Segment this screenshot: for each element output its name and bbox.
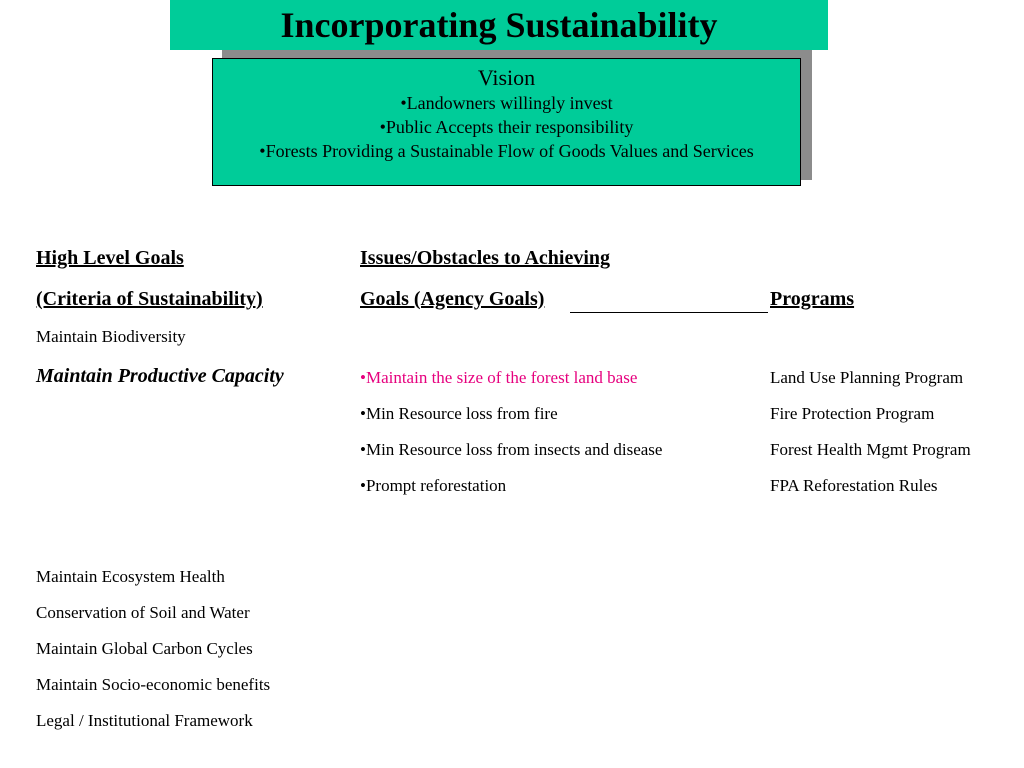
goal-productive-capacity: Maintain Productive Capacity <box>36 365 284 387</box>
goal-item: Maintain Socio-economic benefits <box>36 675 271 694</box>
page-title: Incorporating Sustainability <box>280 5 718 45</box>
program-item: Land Use Planning Program <box>770 368 964 387</box>
issue-item: •Min Resource loss from fire <box>360 404 558 423</box>
issue-item-highlighted: •Maintain the size of the forest land base <box>360 368 638 387</box>
issues-header-line2: Goals (Agency Goals) <box>360 288 545 310</box>
program-item: FPA Reforestation Rules <box>770 476 938 495</box>
goal-biodiversity: Maintain Biodiversity <box>36 327 186 346</box>
goal-item: Conservation of Soil and Water <box>36 603 250 622</box>
header-underline-spacer <box>570 312 768 313</box>
vision-box <box>212 58 801 186</box>
title-banner <box>170 0 828 50</box>
program-item: Forest Health Mgmt Program <box>770 440 971 459</box>
programs-header: Programs <box>770 288 855 310</box>
goal-item: Maintain Global Carbon Cycles <box>36 639 253 658</box>
issue-item: •Prompt reforestation <box>360 476 507 495</box>
issues-header-line1: Issues/Obstacles to Achieving <box>360 247 611 269</box>
goals-header-line1: High Level Goals <box>36 247 184 269</box>
goal-item: Legal / Institutional Framework <box>36 711 253 730</box>
issue-item: •Min Resource loss from insects and disease <box>360 440 663 459</box>
vision-item: •Public Accepts their responsibility <box>379 117 634 137</box>
program-item: Fire Protection Program <box>770 404 935 423</box>
vision-item: •Landowners willingly invest <box>400 93 613 113</box>
goals-header-line2: (Criteria of Sustainability) <box>36 288 263 310</box>
vision-heading: Vision <box>477 65 536 90</box>
goal-item: Maintain Ecosystem Health <box>36 567 225 586</box>
vision-item: •Forests Providing a Sustainable Flow of Goods Values and Services <box>259 141 754 161</box>
